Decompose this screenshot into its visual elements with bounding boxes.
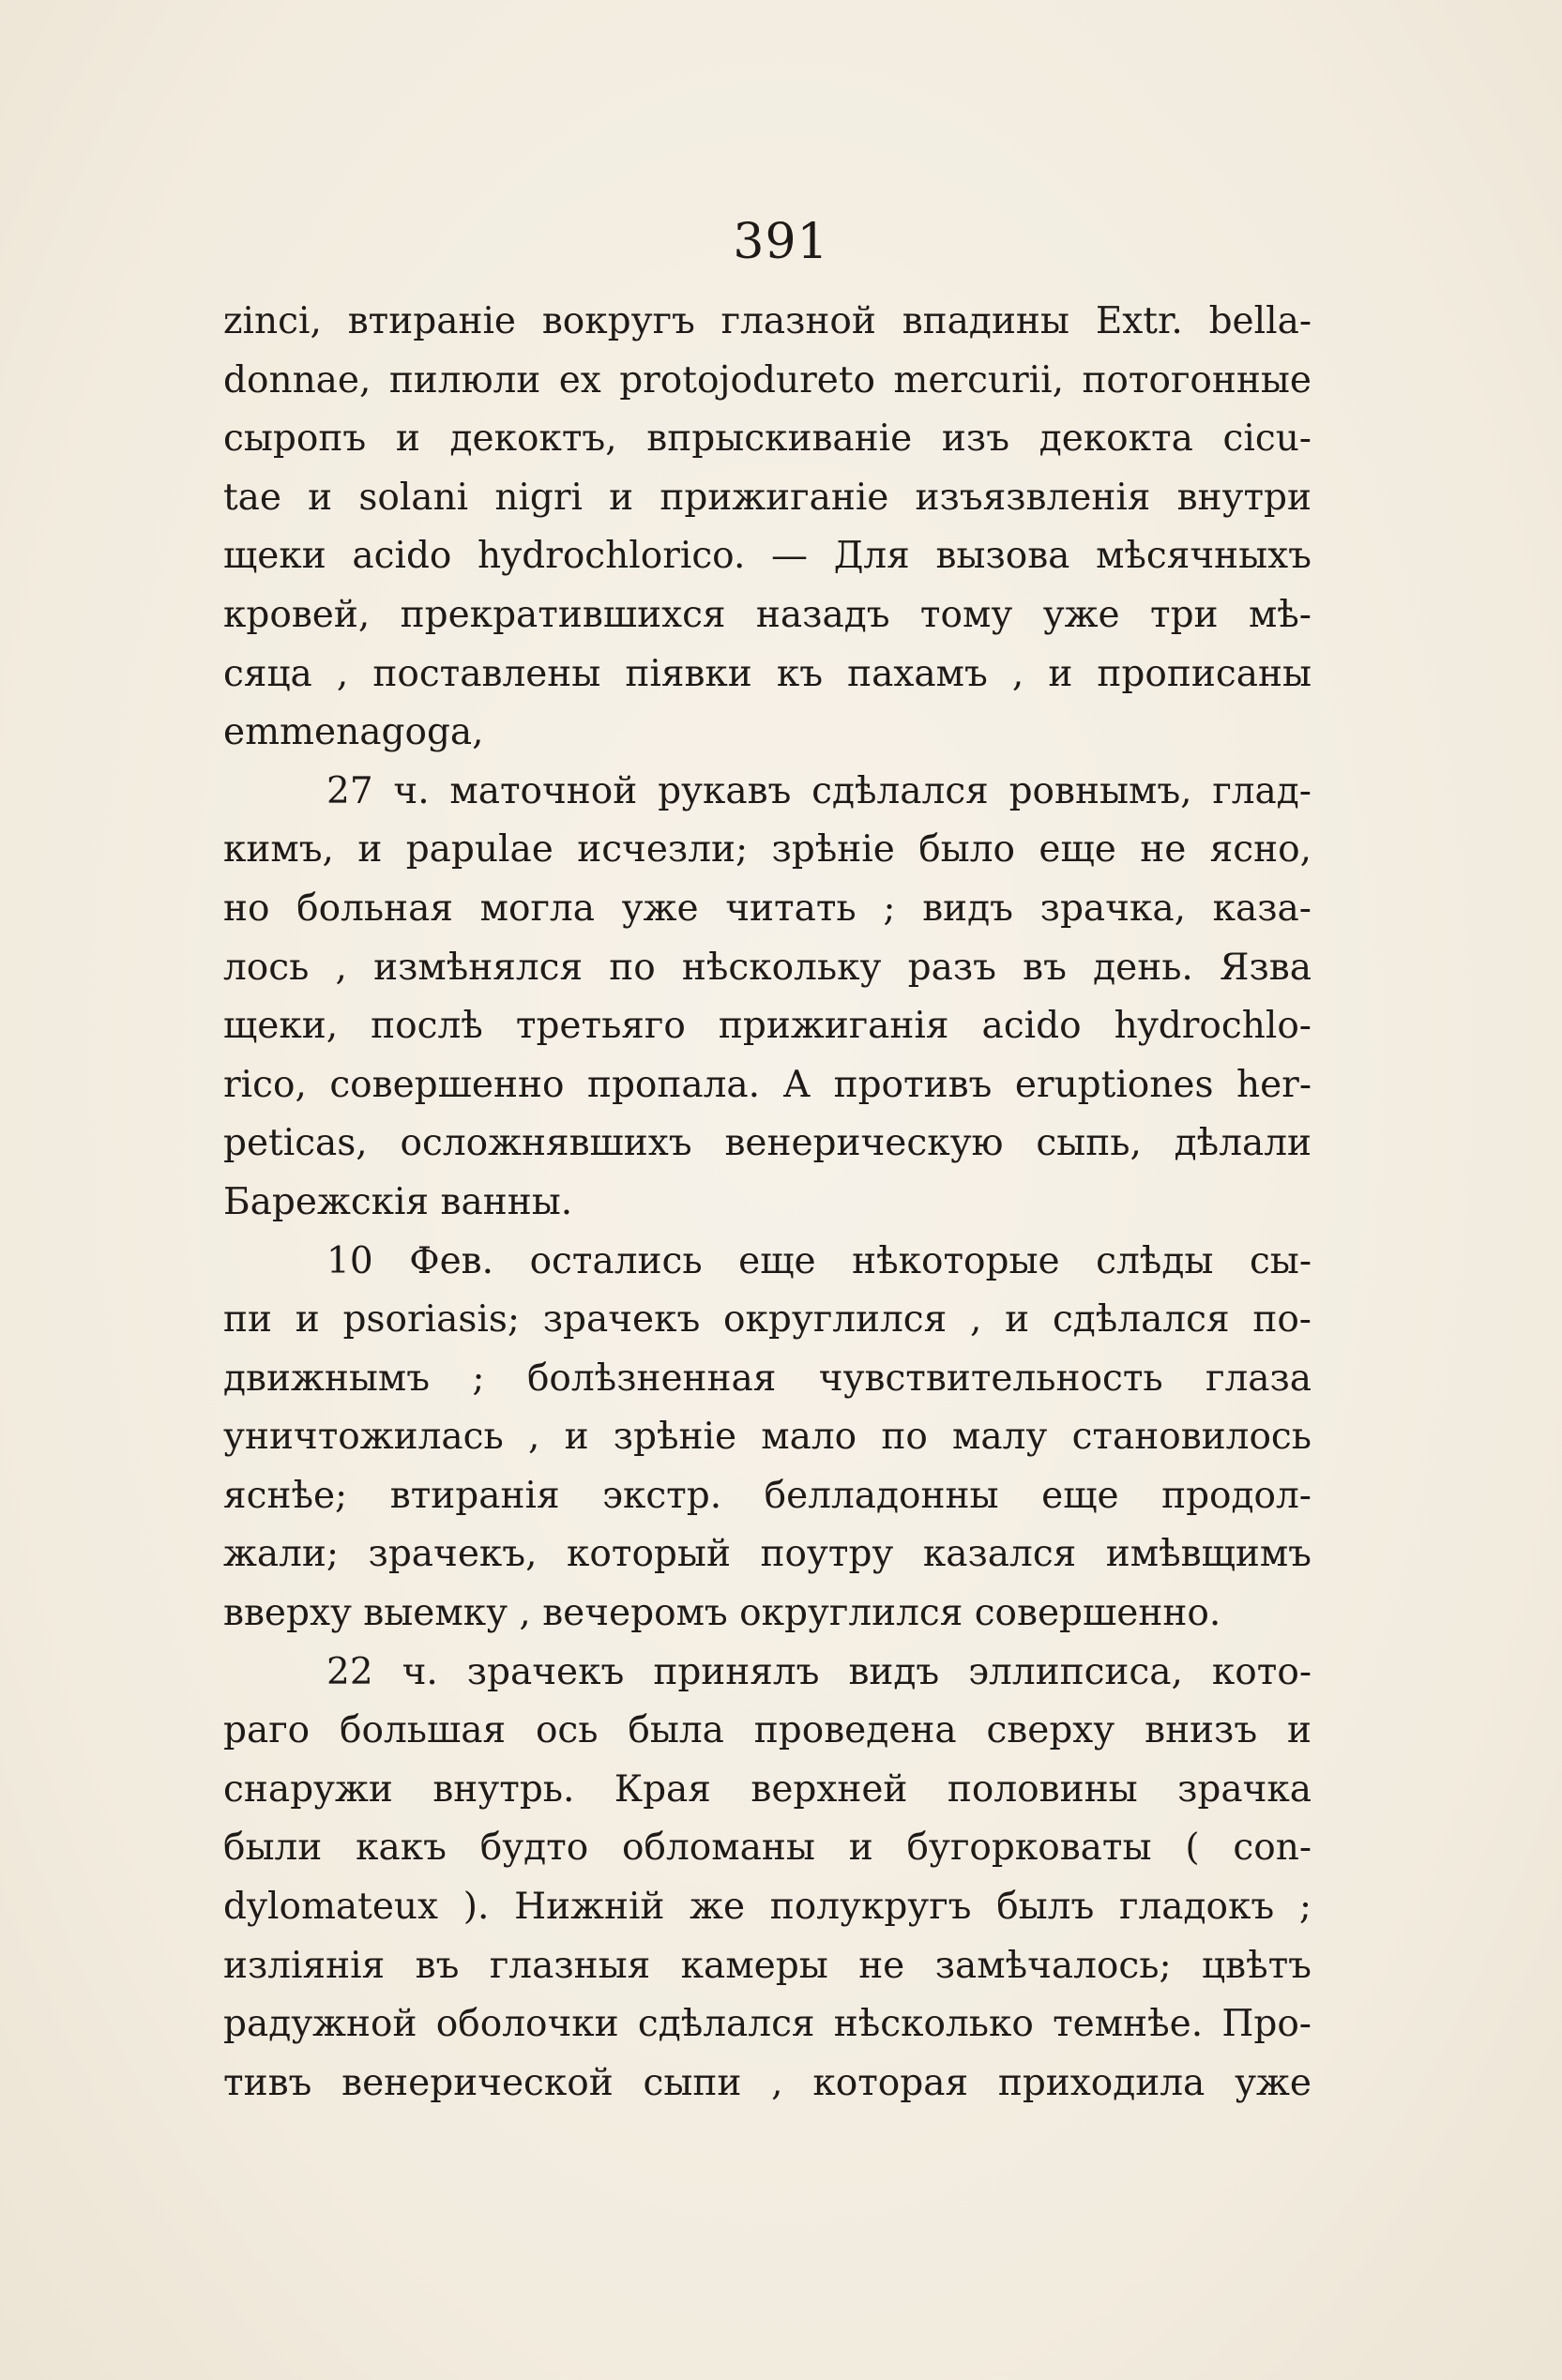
text-line: dylomateux ). Нижній же полукругъ былъ гладокъ ; (223, 1886, 1312, 1929)
text-line: лось , измѣнялся по нѣскольку разъ въ день. Язва (223, 946, 1312, 989)
text-line: тивъ венерической сыпи , которая приходила уже (223, 2061, 1312, 2104)
text-line: rico, совершенно пропала. А противъ eruptiones her- (223, 1063, 1312, 1106)
text-line: вверху выемку , вечеромъ округлился совершенно. (223, 1592, 1221, 1635)
text-line: щеки, послѣ третьяго прижиганія acido hydrochlo- (223, 1005, 1312, 1048)
text-line: но больная могла уже читать ; видъ зрачка, каза- (223, 887, 1312, 930)
text-line: раго большая ось была проведена сверху внизъ и (223, 1709, 1312, 1752)
text-line: donnae, пилюли ex protojodureto mercurii, потогонные (223, 358, 1312, 402)
text-line: жали; зрачекъ, который поутру казался имѣвщимъ (223, 1533, 1312, 1576)
text-line: движнымъ ; болѣзненная чувствительность глаза (223, 1357, 1312, 1400)
page-number: 391 (733, 214, 829, 270)
text-line: peticas, осложнявшихъ венерическую сыпь, дѣлали (223, 1122, 1312, 1165)
text-line: пи и psoriasis; зрачекъ округлился , и сдѣлался по- (223, 1298, 1312, 1342)
text-line: Барежскія ванны. (223, 1180, 573, 1223)
text-line: были какъ будто обломаны и бугорковаты ( con- (223, 1827, 1312, 1870)
text-line: 22 ч. зрачекъ принялъ видъ эллипсиса, кото- (326, 1650, 1312, 1693)
body-text (223, 293, 1312, 2113)
text-line: tae и solani nigri и прижиганіе изъязвленія внутри (223, 476, 1312, 519)
text-line: сыропъ и декоктъ, впрыскиваніе изъ декокта cicu- (223, 417, 1312, 461)
text-line: изліянія въ глазныя камеры не замѣчалось; цвѣтъ (223, 1944, 1312, 1987)
text-line: радужной оболочки сдѣлался нѣсколько темнѣе. Про- (223, 2003, 1312, 2046)
text-line: zinci, втираніе вокругъ глазной впадины Extr. bella- (223, 300, 1312, 342)
text-line: 27 ч. маточной рукавъ сдѣлался ровнымъ, глад- (326, 769, 1312, 812)
text-line: кимъ, и papulae исчезли; зрѣніе было еще не ясно, (223, 828, 1312, 872)
text-line: кровей, прекратившихся назадъ тому уже три мѣ- (223, 593, 1312, 636)
text-line: 10 Фев. остались еще нѣкоторые слѣды сы- (326, 1239, 1312, 1282)
text-line: снаружи внутрь. Края верхней половины зрачка (223, 1767, 1312, 1811)
text-line: уничтожилась , и зрѣніе мало по малу становилось (223, 1416, 1312, 1459)
text-line: emmenagoga, (223, 711, 484, 754)
text-line: щеки acido hydrochlorico. — Для вызова мѣсячныхъ (223, 535, 1312, 578)
text-line: сяца , поставлены піявки къ пахамъ , и прописаны (223, 652, 1312, 695)
text-line: яснѣе; втиранія экстр. белладонны еще продол- (223, 1474, 1312, 1517)
